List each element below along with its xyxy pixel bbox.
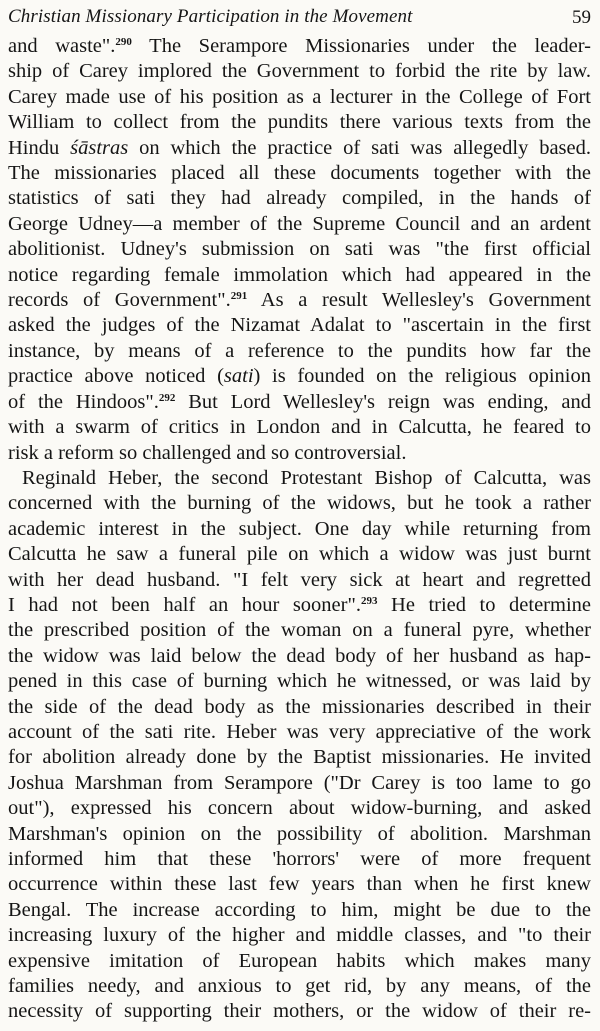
text-line [8,847,591,872]
text-line [8,34,591,59]
text-run: and waste". [8,35,116,57]
text-line [8,771,591,796]
body-text [8,34,591,1025]
text-run: As a result Wellesley's Government [247,289,591,312]
text-run: the side of the dead body as the missionaries described in their [8,695,591,718]
text-run: increasing luxury of the higher and middle classes, and "to their [8,924,591,947]
text-run: families needy, and anxious to get rid, by any means, of the [8,975,591,998]
text-run: ship of Carey implored the Government to forbid the rite by law. [8,60,591,83]
text-line [8,898,591,923]
text-run: But Lord Wellesley's reign was ending, and [175,390,591,413]
text-line [8,593,591,618]
text-run: asked the judges of the Nizamat Adalat to "ascertain in the first [8,314,591,337]
text-run: account of the sati rite. Heber was very appreciative of the work [8,720,591,743]
text-run: Joshua Marshman from Serampore ("Dr Carey is too lame to go [8,771,591,794]
footnote-reference: 293 [360,594,378,607]
text-run: Marshman's opinion on the possibility of abolition. Marshman [8,822,591,845]
text-line [8,517,591,542]
text-line [8,110,591,135]
text-run: the prescribed position of the woman on a funeral pyre, whether [8,619,591,642]
text-run: practice above noticed ( [8,365,224,388]
text-line [8,212,591,237]
text-run: records of Government". [8,289,231,312]
text-line [8,822,591,847]
text-run: William to collect from the pundits there various texts from the [8,111,591,134]
text-line [8,161,591,186]
text-line [8,644,591,669]
text-line [8,872,591,897]
text-run: Bengal. The increase according to him, might be due to the [8,898,591,921]
text-run: the widow was laid below the dead body of her husband as hap- [8,644,591,667]
text-run: He tried to determine [377,593,591,616]
text-line [8,999,591,1024]
text-run: The missionaries placed all these documents together with the [8,162,591,185]
footnote-reference: 291 [230,290,248,303]
text-line [8,339,591,364]
text-run: informed him that these 'horrors' were of more frequent [8,848,591,870]
text-line [8,415,591,440]
text-run: notice regarding female immolation which had appeared in the [8,263,591,286]
text-run: with her dead husband. "I felt very sick at heart and regretted [8,568,591,591]
text-run: for abolition already done by the Baptist missionaries. He invited [8,746,591,769]
paragraph [8,466,591,1025]
text-run: risk a reform so challenged and so controversial. [8,441,407,464]
text-run: pened in this case of burning which he witnessed, or was laid by [8,670,591,693]
text-line [8,59,591,84]
text-line [8,796,591,821]
text-run: out"), expressed his concern about widow-burning, and asked [8,797,591,820]
text-run: expensive imitation of European habits which makes many [8,949,591,972]
text-run: necessity of supporting their mothers, or the widow of their re- [8,1000,591,1023]
text-line [8,136,591,161]
footnote-reference: 292 [158,391,176,404]
text-run: George Udney—a member of the Supreme Council and an ardent [8,212,591,235]
text-line [8,542,591,567]
text-run: Hindu [8,136,71,159]
running-title: Christian Missionary Participation in the Movement [8,6,413,27]
text-line [8,441,591,466]
text-line [8,288,591,313]
text-line [8,491,591,516]
text-line [8,974,591,999]
text-line [8,466,591,491]
text-run: Reginald Heber, the second Protestant Bishop of Calcutta, was [22,466,591,489]
text-run: of the Hindoos". [8,390,159,413]
text-run: concerned with the burning of the widows, but he took a rather [8,492,591,515]
text-line [8,263,591,288]
text-line [8,364,591,389]
text-line [8,618,591,643]
text-line [8,949,591,974]
text-line [8,186,591,211]
text-run: statistics of sati they had already compiled, in the hands of [8,187,591,210]
text-run: I had not been half an hour sooner". [8,593,361,616]
text-run: instance, by means of a reference to the pundits how far the [8,339,591,362]
page-number: 59 [572,7,591,28]
italic-term: sati [223,365,254,388]
text-line [8,669,591,694]
paragraph [8,34,591,466]
text-run: Calcutta he saw a funeral pile on which a widow was just burnt [8,543,591,566]
italic-term: śāstras [70,136,129,159]
text-run: with a swarm of critics in London and in Calcutta, he feared to [8,416,591,439]
text-run: on which the practice of sati was allegedly based. [128,136,591,159]
text-line [8,237,591,262]
text-line [8,568,591,593]
footnote-reference: 290 [115,36,132,48]
text-line [8,313,591,338]
text-run: academic interest in the subject. One day while returning from [8,517,591,540]
text-run: The Serampore Missionaries under the leader- [131,35,591,57]
text-run: abolitionist. Udney's submission on sati was "the first official [8,238,591,261]
text-line [8,695,591,720]
text-run: Carey made use of his position as a lecturer in the College of Fort [8,85,591,108]
text-line [8,85,591,110]
text-line [8,720,591,745]
text-line [8,745,591,770]
text-run: occurrence within these last few years than when he first knew [8,873,591,896]
text-line [8,390,591,415]
text-run: ) is founded on the religious opinion [253,365,591,388]
text-line [8,923,591,948]
running-head [8,0,591,34]
